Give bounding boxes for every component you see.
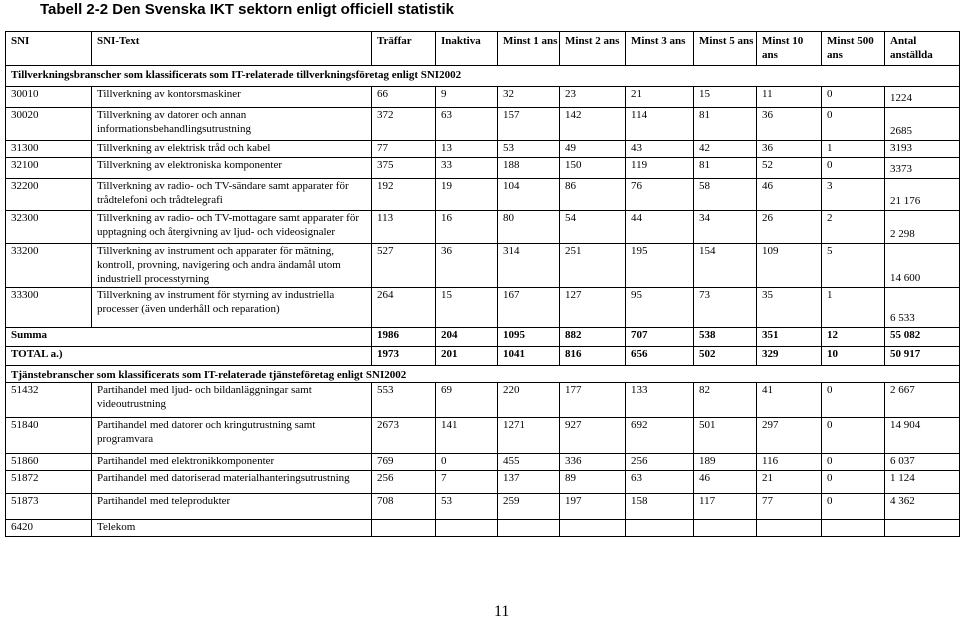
table-cell: 251	[560, 244, 626, 288]
table-cell: 32100	[6, 158, 92, 179]
table-cell: 77	[757, 494, 822, 520]
table-cell	[885, 520, 960, 537]
total-cell: 502	[694, 347, 757, 366]
table-cell: 6 533	[885, 288, 960, 328]
table-cell: 769	[372, 454, 436, 471]
total-cell: 50 917	[885, 347, 960, 366]
header-cell: Minst 5 ans	[694, 32, 757, 66]
table-cell: 86	[560, 179, 626, 211]
table-cell: 36	[757, 108, 822, 141]
table-cell: Tillverkning av kontorsmaskiner	[92, 87, 372, 108]
table-cell: Partihandel med datorer och kringutrustning samt programvara	[92, 418, 372, 454]
table-cell: 127	[560, 288, 626, 328]
table-cell: 77	[372, 141, 436, 158]
table-cell: 81	[694, 108, 757, 141]
header-cell: SNI	[6, 32, 92, 66]
table-cell: 927	[560, 418, 626, 454]
table-cell: 114	[626, 108, 694, 141]
table-cell: 35	[757, 288, 822, 328]
ikt-statistics-table	[5, 31, 960, 537]
table-cell: 21	[626, 87, 694, 108]
table-cell: 33200	[6, 244, 92, 288]
table-cell: Tillverkning av elektrisk tråd och kabel	[92, 141, 372, 158]
table-cell: 30020	[6, 108, 92, 141]
table-row	[6, 383, 960, 418]
table-cell: 26	[757, 211, 822, 244]
table-cell: 142	[560, 108, 626, 141]
table-cell: Tillverkning av datorer och annan informationsbehandlingsutrustning	[92, 108, 372, 141]
summa-row	[6, 328, 960, 347]
total-cell: 816	[560, 347, 626, 366]
table-cell	[560, 520, 626, 537]
table-cell: 33300	[6, 288, 92, 328]
table-cell: Tillverkning av radio- och TV-sändare samt apparater för trådtelefoni och trådtelegrafi	[92, 179, 372, 211]
summa-cell: 12	[822, 328, 885, 347]
summa-cell: 351	[757, 328, 822, 347]
header-cell: Träffar	[372, 32, 436, 66]
table-cell: 31300	[6, 141, 92, 158]
table-row	[6, 520, 960, 537]
table-row	[6, 244, 960, 288]
table-cell: 63	[626, 471, 694, 494]
table-row	[6, 418, 960, 454]
total-cell: 10	[822, 347, 885, 366]
table-cell: 1	[822, 288, 885, 328]
table-cell: 167	[498, 288, 560, 328]
table-cell: 0	[822, 494, 885, 520]
table-cell: 3	[822, 179, 885, 211]
section-title: Tillverkningsbranscher som klassificerats som IT-relaterade tillverkningsföretag enligt SNI2002	[6, 66, 960, 87]
table-cell: 113	[372, 211, 436, 244]
table-cell: 16	[436, 211, 498, 244]
table-cell: Telekom	[92, 520, 372, 537]
table-cell: 21	[757, 471, 822, 494]
header-row	[6, 32, 960, 66]
total-cell: 201	[436, 347, 498, 366]
table-cell: 95	[626, 288, 694, 328]
table-row	[6, 108, 960, 141]
table-row	[6, 158, 960, 179]
table-cell: 375	[372, 158, 436, 179]
table-cell: 195	[626, 244, 694, 288]
table-cell: 89	[560, 471, 626, 494]
table-cell: Tillverkning av instrument för styrning av industriella processer (även underhåll och reparation)	[92, 288, 372, 328]
table-cell: 259	[498, 494, 560, 520]
table-cell: 109	[757, 244, 822, 288]
table-cell: 2685	[885, 108, 960, 141]
table-cell: 0	[822, 108, 885, 141]
table-cell: 58	[694, 179, 757, 211]
table-cell: 141	[436, 418, 498, 454]
header-cell: Minst 2 ans	[560, 32, 626, 66]
table-cell: 189	[694, 454, 757, 471]
table-cell: 2	[822, 211, 885, 244]
table-cell: 51840	[6, 418, 92, 454]
table-row	[6, 288, 960, 328]
table-cell: 63	[436, 108, 498, 141]
summa-cell: 538	[694, 328, 757, 347]
table-cell: 6420	[6, 520, 92, 537]
table-cell: 15	[694, 87, 757, 108]
total-cell: 1973	[372, 347, 436, 366]
table-cell: 553	[372, 383, 436, 418]
table-cell: 117	[694, 494, 757, 520]
table-row	[6, 454, 960, 471]
table-row	[6, 141, 960, 158]
table-cell: 708	[372, 494, 436, 520]
table-cell: 157	[498, 108, 560, 141]
table-cell: 73	[694, 288, 757, 328]
header-cell: Minst 3 ans	[626, 32, 694, 66]
table-cell: Partihandel med datoriserad materialhanteringsutrustning	[92, 471, 372, 494]
table-cell: 527	[372, 244, 436, 288]
table-cell: 314	[498, 244, 560, 288]
header-cell: Inaktiva	[436, 32, 498, 66]
table-cell: 32	[498, 87, 560, 108]
total-cell: 329	[757, 347, 822, 366]
summa-cell: 707	[626, 328, 694, 347]
total-row	[6, 347, 960, 366]
table-cell: 154	[694, 244, 757, 288]
table-cell: 2 298	[885, 211, 960, 244]
section-title: Tjänstebranscher som klassificerats som IT-relaterade tjänsteföretag enligt SNI2002	[6, 366, 960, 383]
page-number: 11	[494, 603, 510, 620]
table-cell: 692	[626, 418, 694, 454]
table-cell: 4 362	[885, 494, 960, 520]
table-cell: 0	[436, 454, 498, 471]
table-cell: 51873	[6, 494, 92, 520]
table-cell: 104	[498, 179, 560, 211]
table-cell: 501	[694, 418, 757, 454]
table-cell: 0	[822, 418, 885, 454]
header-cell: Antal anställda	[885, 32, 960, 66]
table-row	[6, 211, 960, 244]
table-cell: 1	[822, 141, 885, 158]
table-cell: 1271	[498, 418, 560, 454]
summa-cell: 204	[436, 328, 498, 347]
table-cell: 197	[560, 494, 626, 520]
table-cell: 256	[372, 471, 436, 494]
header-cell: SNI-Text	[92, 32, 372, 66]
summa-cell: 1095	[498, 328, 560, 347]
table-cell: 32300	[6, 211, 92, 244]
table-cell: 192	[372, 179, 436, 211]
table-cell: 49	[560, 141, 626, 158]
table-cell: 33	[436, 158, 498, 179]
table-cell: 2 667	[885, 383, 960, 418]
table-cell: 14 600	[885, 244, 960, 288]
table-cell: 297	[757, 418, 822, 454]
table-cell: Partihandel med teleprodukter	[92, 494, 372, 520]
table-cell: 7	[436, 471, 498, 494]
table-cell: 0	[822, 158, 885, 179]
table-cell: 19	[436, 179, 498, 211]
table-cell: 32200	[6, 179, 92, 211]
table-cell	[822, 520, 885, 537]
table-cell: 80	[498, 211, 560, 244]
table-row	[6, 494, 960, 520]
table-cell: 21 176	[885, 179, 960, 211]
table-cell: 14 904	[885, 418, 960, 454]
table-cell: 46	[757, 179, 822, 211]
table-cell: 220	[498, 383, 560, 418]
table-row	[6, 179, 960, 211]
table-cell: 137	[498, 471, 560, 494]
section-row	[6, 66, 960, 87]
table-cell: 36	[757, 141, 822, 158]
summa-cell: 882	[560, 328, 626, 347]
table-cell: 119	[626, 158, 694, 179]
table-cell: 133	[626, 383, 694, 418]
table-cell: 53	[436, 494, 498, 520]
table-cell: 0	[822, 454, 885, 471]
table-cell: 2673	[372, 418, 436, 454]
table-cell: Tillverkning av instrument och apparater för mätning, kontroll, provning, navigering och andra ändamål utom industriell processtyrning	[92, 244, 372, 288]
table-cell: 256	[626, 454, 694, 471]
table-cell: 36	[436, 244, 498, 288]
table-cell: Tillverkning av elektroniska komponenter	[92, 158, 372, 179]
summa-label: Summa	[6, 328, 372, 347]
header-cell: Minst 10 ans	[757, 32, 822, 66]
table-cell: 158	[626, 494, 694, 520]
table-cell: 54	[560, 211, 626, 244]
table-cell	[694, 520, 757, 537]
table-cell: 69	[436, 383, 498, 418]
header-cell: Minst 500 ans	[822, 32, 885, 66]
table-cell: 11	[757, 87, 822, 108]
table-cell: 13	[436, 141, 498, 158]
table-row	[6, 87, 960, 108]
table-cell: 150	[560, 158, 626, 179]
table-cell: 66	[372, 87, 436, 108]
table-cell: 41	[757, 383, 822, 418]
table-cell: 0	[822, 87, 885, 108]
table-cell: 76	[626, 179, 694, 211]
table-cell: 53	[498, 141, 560, 158]
table-cell: Partihandel med elektronikkomponenter	[92, 454, 372, 471]
table-cell: 51860	[6, 454, 92, 471]
table-cell: Tillverkning av radio- och TV-mottagare samt apparater för upptagning och återgivning av ljud- och videosignaler	[92, 211, 372, 244]
table-cell: 43	[626, 141, 694, 158]
total-label: TOTAL a.)	[6, 347, 372, 366]
table-cell	[626, 520, 694, 537]
table-cell: 455	[498, 454, 560, 471]
total-cell: 1041	[498, 347, 560, 366]
table-cell: 52	[757, 158, 822, 179]
table-cell: 188	[498, 158, 560, 179]
table-cell: 1 124	[885, 471, 960, 494]
table-cell: 51432	[6, 383, 92, 418]
table-cell: 44	[626, 211, 694, 244]
table-cell	[436, 520, 498, 537]
table-cell: 46	[694, 471, 757, 494]
table-cell: 116	[757, 454, 822, 471]
table-cell: 0	[822, 383, 885, 418]
table-cell: 336	[560, 454, 626, 471]
table-cell	[498, 520, 560, 537]
summa-cell: 1986	[372, 328, 436, 347]
total-cell: 656	[626, 347, 694, 366]
table-cell	[372, 520, 436, 537]
table-cell: 3373	[885, 158, 960, 179]
table-cell: 177	[560, 383, 626, 418]
table-cell: 82	[694, 383, 757, 418]
table-cell: 30010	[6, 87, 92, 108]
table-cell	[757, 520, 822, 537]
table-cell: 51872	[6, 471, 92, 494]
table-cell: 15	[436, 288, 498, 328]
table-title: Tabell 2-2 Den Svenska IKT sektorn enligt officiell statistik	[40, 1, 455, 18]
table-cell: 264	[372, 288, 436, 328]
table-cell: 9	[436, 87, 498, 108]
table-cell: 1224	[885, 87, 960, 108]
section-row	[6, 366, 960, 383]
summa-cell: 55 082	[885, 328, 960, 347]
table-cell: 23	[560, 87, 626, 108]
table-cell: 5	[822, 244, 885, 288]
table-cell: 372	[372, 108, 436, 141]
table-cell: 3193	[885, 141, 960, 158]
table-cell: Partihandel med ljud- och bildanläggningar samt videoutrustning	[92, 383, 372, 418]
header-cell: Minst 1 ans	[498, 32, 560, 66]
table-cell: 81	[694, 158, 757, 179]
table-cell: 34	[694, 211, 757, 244]
table-cell: 0	[822, 471, 885, 494]
table-row	[6, 471, 960, 494]
table-cell: 6 037	[885, 454, 960, 471]
table-cell: 42	[694, 141, 757, 158]
